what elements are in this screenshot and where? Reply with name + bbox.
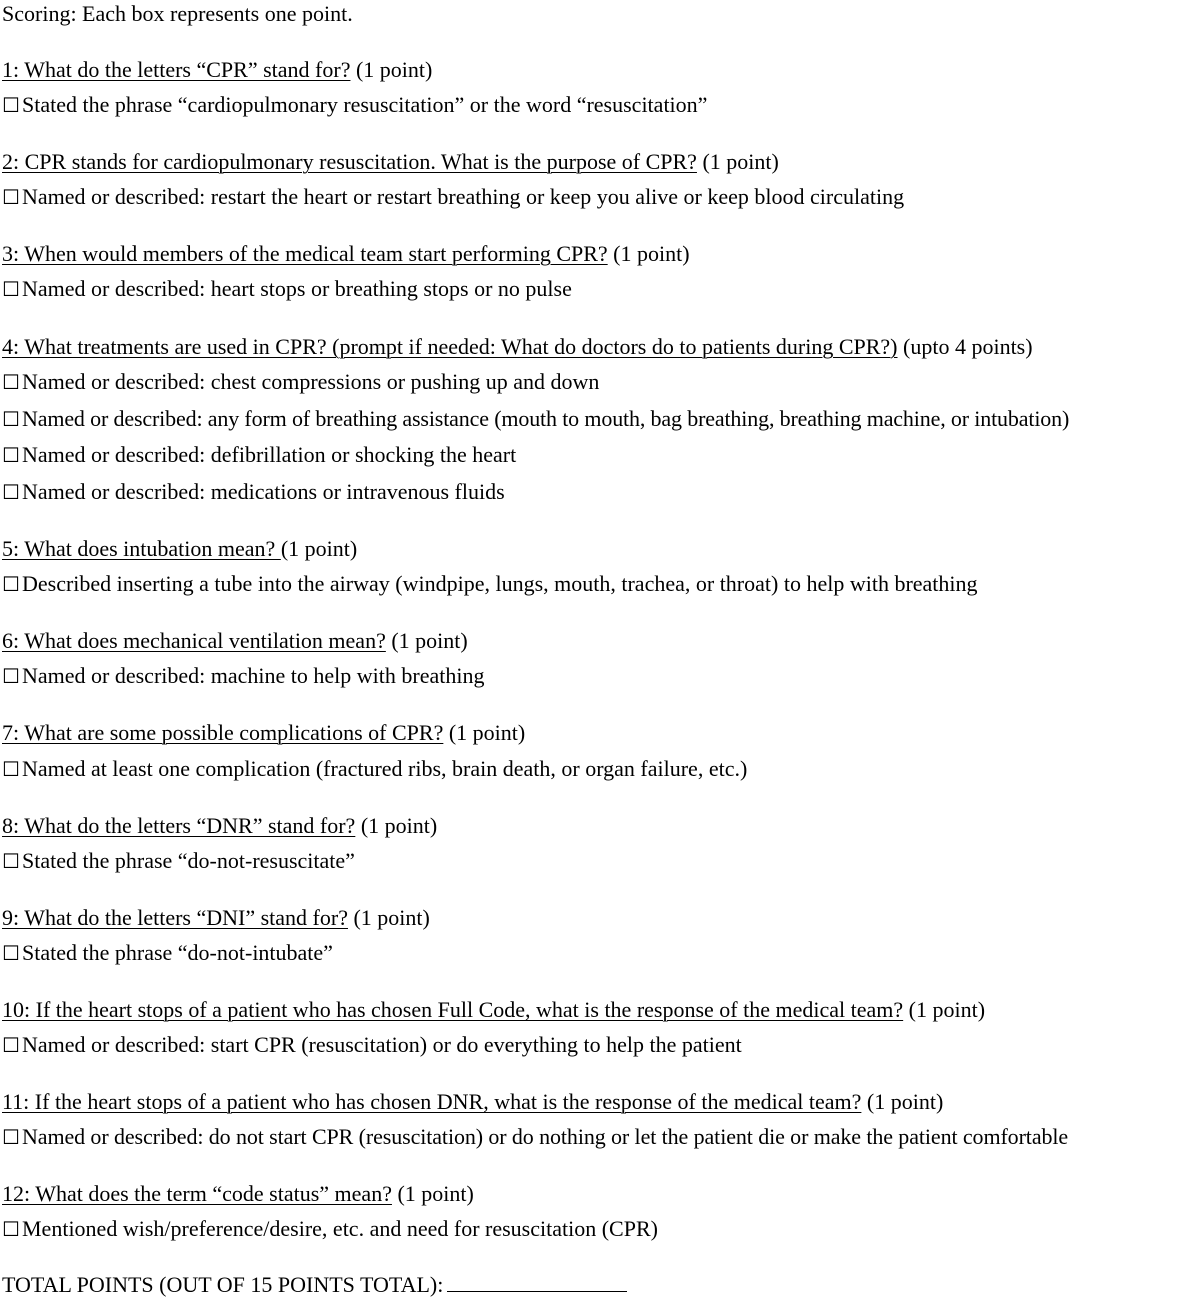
question-text: 11: If the heart stops of a patient who has chosen DNR, what is the response of the medical team? [2, 1089, 862, 1114]
question-points: (1 point) [443, 720, 526, 745]
question-text: 7: What are some possible complications of CPR? [2, 720, 444, 745]
answer-text: Named at least one complication (fractured ribs, brain death, or organ failure, etc.) [22, 756, 748, 781]
answer-text: Named or described: medications or intravenous fluids [22, 479, 505, 504]
total-blank-field[interactable] [447, 1271, 627, 1292]
question-points: (1 point) [385, 628, 468, 653]
answer-item[interactable] [2, 1124, 1068, 1150]
checkbox-icon[interactable]: ☐ [2, 757, 20, 781]
question-text: 3: When would members of the medical team start performing CPR? [2, 241, 608, 266]
checkbox-icon[interactable]: ☐ [2, 849, 20, 873]
answer-text: Named or described: chest compressions or pushing up and down [22, 369, 600, 394]
question-8 [2, 813, 437, 839]
question-3 [2, 241, 690, 267]
answer-text: Named or described: heart stops or breathing stops or no pulse [22, 276, 572, 301]
question-4 [2, 334, 1033, 360]
question-points: (1 point) [350, 57, 433, 82]
question-points: (1 point) [391, 1181, 474, 1206]
question-9 [2, 905, 430, 931]
question-points: (1 point) [355, 813, 438, 838]
question-text: 5: What does intubation mean? [2, 536, 281, 561]
answer-item[interactable] [2, 756, 747, 782]
answer-text: Stated the phrase “do-not-intubate” [22, 940, 333, 965]
answer-item[interactable] [2, 406, 1069, 432]
checkbox-icon[interactable]: ☐ [2, 572, 20, 596]
checkbox-icon[interactable]: ☐ [2, 1217, 20, 1241]
answer-text: Named or described: defibrillation or shocking the heart [22, 442, 517, 467]
total-label: TOTAL POINTS (OUT OF 15 POINTS TOTAL): [2, 1272, 444, 1297]
question-points: (upto 4 points) [897, 334, 1033, 359]
checkbox-icon[interactable]: ☐ [2, 93, 20, 117]
checkbox-icon[interactable]: ☐ [2, 480, 20, 504]
answer-text: Named or described: any form of breathing assistance (mouth to mouth, bag breathing, breathing machine, or intubation) [22, 406, 1070, 431]
question-points: (1 point) [696, 149, 779, 174]
question-points: (1 point) [861, 1089, 944, 1114]
answer-item[interactable] [2, 663, 484, 689]
question-points: (1 point) [903, 997, 986, 1022]
checkbox-icon[interactable]: ☐ [2, 185, 20, 209]
question-5 [2, 536, 357, 562]
question-text: 12: What does the term “code status” mean? [2, 1181, 392, 1206]
answer-item[interactable] [2, 369, 599, 395]
question-text: 10: If the heart stops of a patient who has chosen Full Code, what is the response of the medical team? [2, 997, 904, 1022]
question-6 [2, 628, 468, 654]
answer-item[interactable] [2, 276, 572, 302]
checkbox-icon[interactable]: ☐ [2, 370, 20, 394]
question-points: (1 point) [347, 905, 430, 930]
total-points [2, 1271, 627, 1298]
answer-item[interactable] [2, 442, 516, 468]
question-text: 9: What do the letters “DNI” stand for? [2, 905, 348, 930]
answer-item[interactable] [2, 479, 505, 505]
answer-item[interactable] [2, 92, 707, 118]
checkbox-icon[interactable]: ☐ [2, 443, 20, 467]
question-points: (1 point) [607, 241, 690, 266]
checkbox-icon[interactable]: ☐ [2, 1033, 20, 1057]
answer-text: Mentioned wish/preference/desire, etc. and need for resuscitation (CPR) [22, 1216, 658, 1241]
question-text: 1: What do the letters “CPR” stand for? [2, 57, 351, 82]
answer-text: Named or described: machine to help with breathing [22, 663, 485, 688]
answer-item[interactable] [2, 1032, 742, 1058]
question-text: 8: What do the letters “DNR” stand for? [2, 813, 356, 838]
answer-item[interactable] [2, 1216, 658, 1242]
answer-item[interactable] [2, 184, 904, 210]
checkbox-icon[interactable]: ☐ [2, 941, 20, 965]
answer-text: Named or described: restart the heart or restart breathing or keep you alive or keep blood circulating [22, 184, 905, 209]
checkbox-icon[interactable]: ☐ [2, 1125, 20, 1149]
answer-text: Named or described: do not start CPR (resuscitation) or do nothing or let the patient die or make the patient comfortable [22, 1124, 1069, 1149]
question-points: (1 point) [280, 536, 358, 561]
answer-text: Stated the phrase “cardiopulmonary resuscitation” or the word “resuscitation” [22, 92, 708, 117]
answer-text: Stated the phrase “do-not-resuscitate” [22, 848, 355, 873]
answer-item[interactable] [2, 571, 978, 597]
answer-text: Described inserting a tube into the airway (windpipe, lungs, mouth, trachea, or throat) to help with breathing [22, 571, 978, 596]
question-text: 2: CPR stands for cardiopulmonary resuscitation. What is the purpose of CPR? [2, 149, 697, 174]
question-11 [2, 1089, 943, 1115]
question-7 [2, 720, 525, 746]
question-10 [2, 997, 985, 1023]
question-text: 4: What treatments are used in CPR? (prompt if needed: What do doctors do to patients during CPR?) [2, 334, 898, 359]
question-text: 6: What does mechanical ventilation mean? [2, 628, 386, 653]
checkbox-icon[interactable]: ☐ [2, 407, 20, 431]
checkbox-icon[interactable]: ☐ [2, 277, 20, 301]
checkbox-icon[interactable]: ☐ [2, 664, 20, 688]
question-2 [2, 149, 779, 175]
answer-text: Named or described: start CPR (resuscitation) or do everything to help the patient [22, 1032, 742, 1057]
question-12 [2, 1181, 474, 1207]
answer-item[interactable] [2, 848, 355, 874]
question-1 [2, 57, 432, 83]
scoring-instructions: Scoring: Each box represents one point. [2, 1, 353, 26]
answer-item[interactable] [2, 940, 333, 966]
